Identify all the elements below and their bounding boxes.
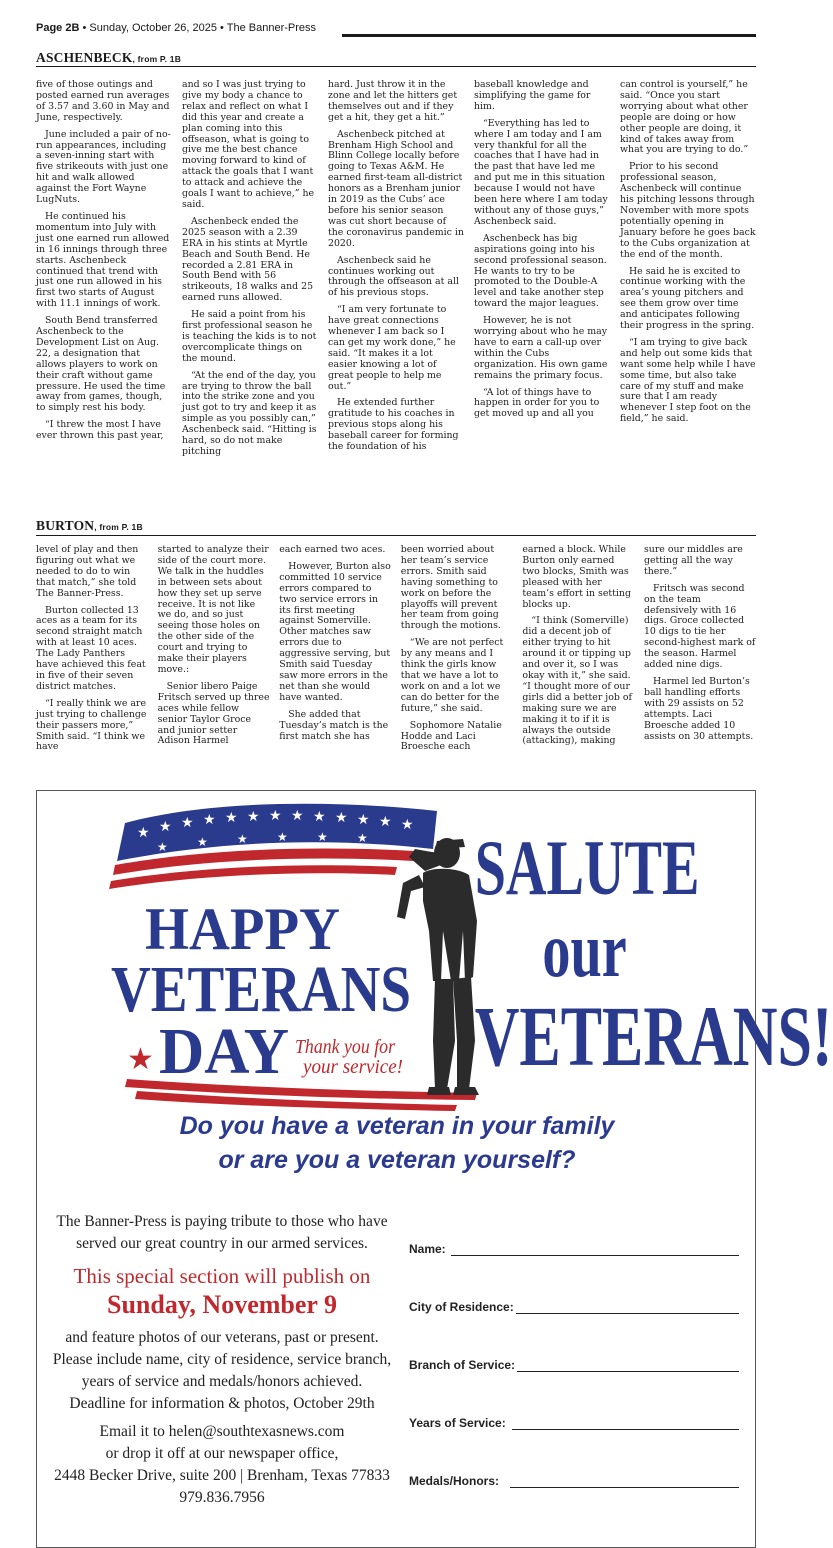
folio	[36, 22, 316, 34]
form-fill-line[interactable]	[516, 1313, 739, 1314]
article-paragraph: been worried about her team’s service errors. Smith said having something to work on before the playoffs will prevent her team from going through the motions.	[400, 544, 501, 632]
svg-text:★: ★	[269, 808, 282, 824]
article-paragraph: “We are not perfect by any means and I think the girls know that we have a lot to work on and a lot we can do better for the future,” she said.	[400, 637, 504, 714]
svg-text:★: ★	[225, 810, 238, 826]
svg-text:★: ★	[313, 809, 326, 825]
svg-text:★: ★	[357, 831, 368, 845]
form-label: Name:	[409, 1242, 446, 1256]
svg-text:★: ★	[197, 835, 208, 849]
jump-slug: ASCHENBECK	[36, 50, 133, 65]
svg-text:★: ★	[159, 819, 172, 835]
logo-thanks-line2: your service!	[301, 1056, 403, 1078]
article-body-burton	[36, 545, 756, 785]
salute-line: SALUTE	[474, 824, 700, 911]
article-paragraph: Aschenbeck said he continues working out through the offseason at all of his previous stops.	[328, 254, 459, 299]
veterans-day-advertisement	[36, 790, 833, 1548]
contact-line: or drop it off at our newspaper office,	[105, 1445, 339, 1462]
article-paragraph: However, Burton also committed 10 service errors compared to two service errors in its first meeting against Somerville. Other matches saw errors due to aggressive serving, but Smith said Tuesday saw more errors in the net than she would have wanted.	[279, 560, 391, 703]
article-paragraph: sure our middles are getting all the way there.”	[643, 544, 743, 577]
story-jump-head-burton	[36, 518, 756, 534]
article-paragraph: five of those outings and posted earned run averages of 3.57 and 3.60 in May and June, respectively.	[36, 79, 170, 123]
svg-text:★: ★	[237, 832, 248, 846]
svg-text:★: ★	[335, 810, 348, 826]
salute-line: our	[542, 906, 627, 993]
svg-text:★: ★	[137, 825, 150, 841]
article-column	[279, 545, 391, 785]
article-paragraph: “I threw the most I have ever thrown this past year,	[36, 419, 164, 442]
contact-line: 979.836.7956	[179, 1489, 265, 1506]
article-column	[644, 545, 756, 785]
form-label: Medals/Honors:	[409, 1474, 500, 1488]
page-header	[36, 22, 756, 42]
form-label: Branch of Service:	[409, 1358, 516, 1372]
article-column	[474, 80, 610, 498]
article-paragraph: and so I was just trying to give my body a chance to relax and reflect on what I did this year and create a plan coming into this offseason, what is going to give me the best chance moving forward to kind of attack the goals that I want to attack and achieve the goals I want to achieve,” he said.	[182, 79, 315, 210]
details-line: Deadline for information & photos, October 29th	[69, 1395, 375, 1412]
article-paragraph: “A lot of things have to happen in order for you to get moved up and all you	[474, 386, 600, 420]
details-line: years of service and medals/honors achieved.	[81, 1373, 363, 1390]
article-paragraph: Fritsch was second on the team defensively with 16 digs. Groce collected 10 digs to tie her second-highest mark of the season. Harmel added nine digs.	[643, 582, 756, 671]
article-column	[182, 80, 318, 498]
article-paragraph: started to analyze their side of the court more. We talk in the huddles in between sets about how they set up serve receive. It is not like we do, and so just seeing those holes on the other side of the court and trying to make their players move.:	[157, 544, 269, 675]
article-paragraph: hard. Just throw it in the zone and let the hitters get themselves out and if they get a hit, they get a hit.”	[328, 79, 458, 123]
form-field-branch[interactable]	[409, 1352, 739, 1374]
jump-slug: BURTON	[36, 518, 95, 533]
happy-veterans-day-logo	[97, 791, 517, 1121]
article-paragraph: “I really think we are just trying to challenge their passers more,” Smith said. “I think we have	[36, 697, 147, 753]
form-field-name[interactable]	[409, 1236, 739, 1258]
article-paragraph: level of play and then figuring out what we needed to do to win that match,” she told The Banner-Press.	[36, 544, 139, 599]
form-label: City of Residence:	[409, 1300, 514, 1314]
star-icon: ★	[127, 1042, 154, 1077]
svg-text:★: ★	[317, 830, 328, 844]
story-rule	[36, 535, 756, 536]
article-paragraph: Aschenbeck ended the 2025 season with a 2.39 ERA in his stints at Myrtle Beach and South Bend. He recorded a 2.81 ERA in South Bend with 56 strikeouts, 18 walks and 25 earned runs allowed.	[182, 215, 314, 304]
contact-line: 2448 Becker Drive, suite 200 | Brenham, Texas 77833	[54, 1467, 390, 1484]
svg-text:★: ★	[401, 817, 414, 833]
article-paragraph: He said he is excited to continue working with the area’s young pitchers and see them grow over time and anticipates following their progress in the spring.	[620, 265, 755, 332]
article-paragraph: South Bend transferred Aschenbeck to the Development List on Aug. 22, a designation that allows players to work on their craft without game pressure. He used the time away from games, though, to simply rest his body.	[36, 315, 166, 414]
article-column	[36, 80, 172, 498]
dateline: • Sunday, October 26, 2025 • The Banner-Press	[79, 22, 317, 34]
article-body-aschenbeck	[36, 80, 756, 498]
question-line: or are you a veteran yourself?	[218, 1146, 576, 1174]
svg-text:★: ★	[291, 808, 304, 824]
form-field-years[interactable]	[409, 1410, 739, 1432]
article-paragraph: can control is yourself,” he said. “Once you start worrying about what other people are doing or how other people are doing, it kind of takes away from what you are trying to do.”	[620, 79, 749, 156]
question-line: Do you have a veteran in your family	[179, 1112, 615, 1140]
jump-from: , from P. 1B	[132, 54, 182, 64]
svg-text:★: ★	[157, 840, 168, 854]
header-rule	[342, 34, 756, 37]
details-line: Please include name, city of residence, service branch,	[52, 1351, 392, 1368]
article-paragraph: Sophomore Natalie Hodde and Laci Broesche each	[400, 719, 502, 753]
article-paragraph: June included a pair of no-run appearances, including a seven-inning start with five strikeouts with just one hit and walk allowed against the Fort Wayne LugNuts.	[36, 128, 171, 206]
svg-text:★: ★	[247, 809, 260, 825]
form-field-city[interactable]	[409, 1294, 739, 1316]
svg-text:★: ★	[277, 830, 288, 844]
salute-line: VETERANS!	[474, 988, 833, 1084]
article-paragraph: Harmel led Burton’s ball handling efforts with 29 assists on 52 attempts. Laci Broesche added 10 assists on 30 attempts.	[643, 675, 754, 742]
details-text	[47, 1327, 397, 1415]
svg-text:★: ★	[181, 815, 194, 831]
article-paragraph: Aschenbeck pitched at Brenham High School and Blinn College locally before going to Texas A&M. He earned first-team all-district honors as a Brenham junior in 2019 as the Cubs’ ace before his senior season was cut short because of the coronavirus pandemic in 2020.	[328, 128, 464, 249]
article-paragraph: She added that Tuesday’s match is the first match she has	[279, 708, 389, 742]
jump-from: , from P. 1B	[94, 522, 143, 532]
article-paragraph: Burton collected 13 aces as a team for its second straight match with at least 10 aces. The Lady Panthers have achieved this feat in five of their seven district matches.	[36, 604, 146, 692]
article-paragraph: “Everything has led to where I am today and I am very thankful for all the coaches that I have had in the past that have led me and put me in this situation because I would not have been here where I am today without any of those guys,” Aschenbeck said.	[474, 117, 608, 227]
story-rule	[36, 66, 756, 67]
svg-text:★: ★	[379, 814, 392, 830]
ad-info-text	[47, 1211, 397, 1509]
svg-text:★: ★	[203, 812, 216, 828]
contact-line: Email it to helen@southtexasnews.com	[99, 1423, 345, 1440]
logo-thanks-line1: Thank you for	[295, 1036, 396, 1058]
publish-date: Sunday, November 9	[107, 1290, 337, 1319]
intro-line: The Banner-Press is paying tribute to those who have	[56, 1213, 388, 1230]
intro-line: served our great country in our armed services.	[76, 1235, 368, 1252]
contact-text	[47, 1421, 397, 1509]
logo-happy-text: HAPPY	[145, 896, 340, 962]
article-paragraph: However, he is not worrying about who he may have to earn a call-up over within the Cubs organization. His own game remains the primary focus.	[474, 315, 608, 381]
veteran-question	[37, 1109, 757, 1177]
form-fill-line[interactable]	[512, 1429, 739, 1430]
article-column	[158, 545, 270, 785]
article-paragraph: “I think (Somerville) did a decent job of either trying to hit around it or tipping up and over it, so I was okay with it,” she said. “I thought more of our girls did a better job of making sure we are making it to if it is always the outside (attacking), making	[522, 615, 632, 747]
form-fill-line[interactable]	[510, 1487, 739, 1488]
article-paragraph: “At the end of the day, you are trying to throw the ball into the strike zone and you just got to try and keep it as simple as you possibly can,” Aschenbeck said. “Hitting is hard, so do not make pitching	[182, 369, 317, 457]
article-paragraph: “I am very fortunate to have great connections whenever I am back so I can get my work done,” he said. “It makes it a lot easier knowing a lot of great people to help me out.”	[328, 304, 456, 392]
logo-day-text: DAY	[159, 1015, 289, 1088]
article-paragraph: He extended further gratitude to his coaches in previous stops along his baseball career for forming the foundation of his	[328, 397, 459, 453]
form-fill-line[interactable]	[451, 1255, 739, 1256]
article-paragraph: Prior to his second professional season, Aschenbeck will continue his pitching lessons through November with more spots potentially opening in January before he goes back to the Cubs organization at the end of the month.	[620, 161, 756, 260]
article-column	[36, 545, 148, 785]
svg-text:★: ★	[357, 812, 370, 828]
article-paragraph: each earned two aces.	[279, 544, 386, 555]
article-paragraph: baseball knowledge and simplifying the game for him.	[474, 79, 591, 112]
article-column	[522, 545, 634, 785]
article-paragraph: Aschenbeck has big aspirations going into his second professional season. He wants to try to be promoted to the Double-A level and take another step toward the major leagues.	[474, 232, 607, 310]
article-paragraph: earned a block. While Burton only earned two blocks, Smith was pleased with her team’s effort in setting blocks up.	[522, 544, 631, 610]
article-column	[328, 80, 464, 498]
form-label: Years of Service:	[409, 1416, 506, 1430]
intro-text	[47, 1211, 397, 1255]
salute-headline	[474, 824, 833, 1084]
article-paragraph: He said a point from his first professional season he is teaching the kids is to not overcomplicate things on the mound.	[182, 309, 317, 364]
article-column	[620, 80, 756, 498]
form-field-medals[interactable]	[409, 1468, 739, 1490]
article-paragraph: He continued his momentum into July with just one earned run allowed in 16 innings through three starts. Aschenbeck continued that trend with just one run allowed in his first two starts of August with 11.1 innings of work.	[36, 210, 170, 310]
story-jump-head-aschenbeck	[36, 50, 756, 66]
page-number: Page 2B	[36, 22, 80, 34]
publish-line: This special section will publish on	[73, 1264, 371, 1288]
article-paragraph: “I am trying to give back and help out some kids that want some help while I have some time, but also take care of my stuff and make sure that I am ready whenever I step foot on the field,” he said.	[620, 336, 756, 425]
article-paragraph: Senior libero Paige Fritsch served up three aces while fellow senior Taylor Groce and junior setter Adison Harmel	[157, 680, 270, 747]
form-fill-line[interactable]	[517, 1371, 739, 1372]
article-column	[401, 545, 513, 785]
details-line: and feature photos of our veterans, past or present.	[65, 1329, 379, 1346]
logo-veterans-text: VETERANS	[111, 953, 411, 1026]
